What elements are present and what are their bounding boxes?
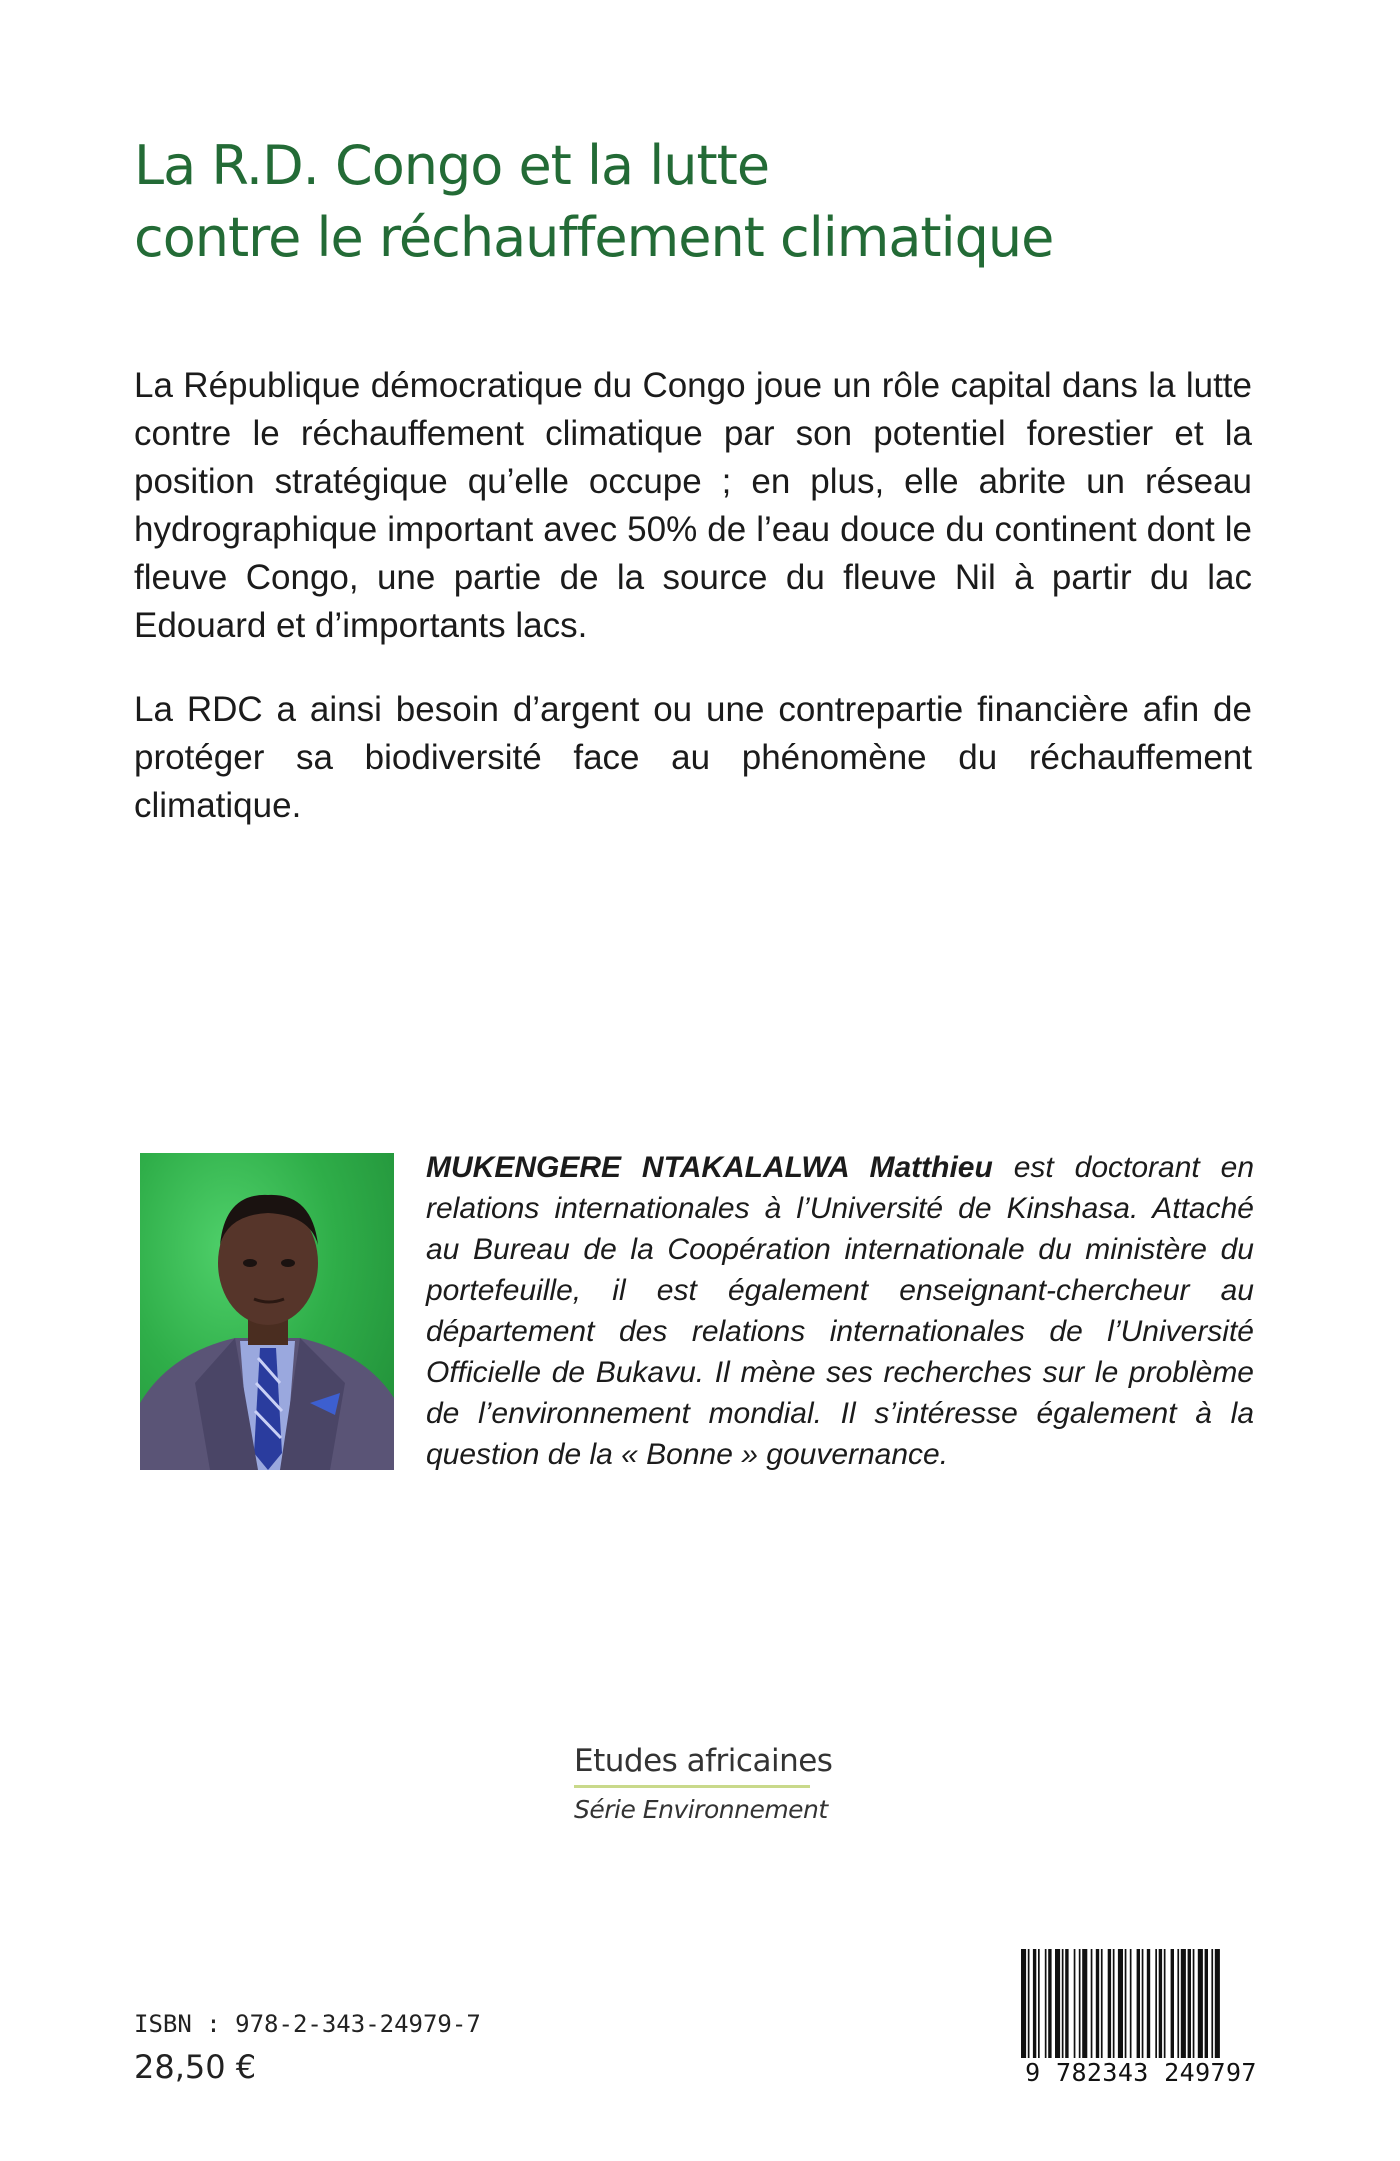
series-subtitle: Série Environnement	[574, 1795, 828, 1824]
author-bio	[426, 1147, 1254, 1475]
series-name: Etudes africaines	[574, 1743, 833, 1779]
series-block	[574, 1741, 833, 1826]
summary-paragraph-1: La République démocratique du Congo joue un rôle capital dans la lutte contre le réchauffement climatique par son potentiel forestier et la position stratégique qu’elle occupe ; en plus, elle abrite un réseau hydrographique important avec 50% de l’eau douce du continent dont le fleuve Congo, une partie de la source du fleuve Nil à partir du lac Edouard et d’importants lacs.	[134, 366, 1252, 645]
book-title	[134, 130, 1284, 274]
title-line-2: contre le réchauffement climatique	[134, 206, 1054, 269]
price-label: 28,50 €	[134, 2048, 257, 2086]
title-line-1: La R.D. Congo et la lutte	[134, 134, 770, 197]
isbn-label: ISBN : 978-2-343-24979-7	[134, 2010, 481, 2038]
author-portrait-illustration	[140, 1153, 394, 1470]
author-bio-text: est doctorant en relations internationales à l’Université de Kinshasa. Attaché au Bureau de la Coopération internationale du ministère du portefeuille, il est également enseignant-chercheur au département des relations internationales de l’Université Officielle de Bukavu. Il mène ses recherches sur le problème de l’environnement mondial. Il s’intéresse également à la question de la « Bonne » gouvernance.	[426, 1151, 1254, 1471]
summary-paragraph-2: La RDC a ainsi besoin d’argent ou une contrepartie financière afin de protéger sa biodiversité face au phénomène du réchauffement climatique.	[134, 690, 1252, 825]
author-name: MUKENGERE NTAKALALWA Matthieu	[426, 1151, 993, 1184]
series-divider	[574, 1785, 810, 1788]
barcode-digits: 9 782343 249797	[1016, 2058, 1266, 2087]
author-photo	[140, 1153, 394, 1470]
